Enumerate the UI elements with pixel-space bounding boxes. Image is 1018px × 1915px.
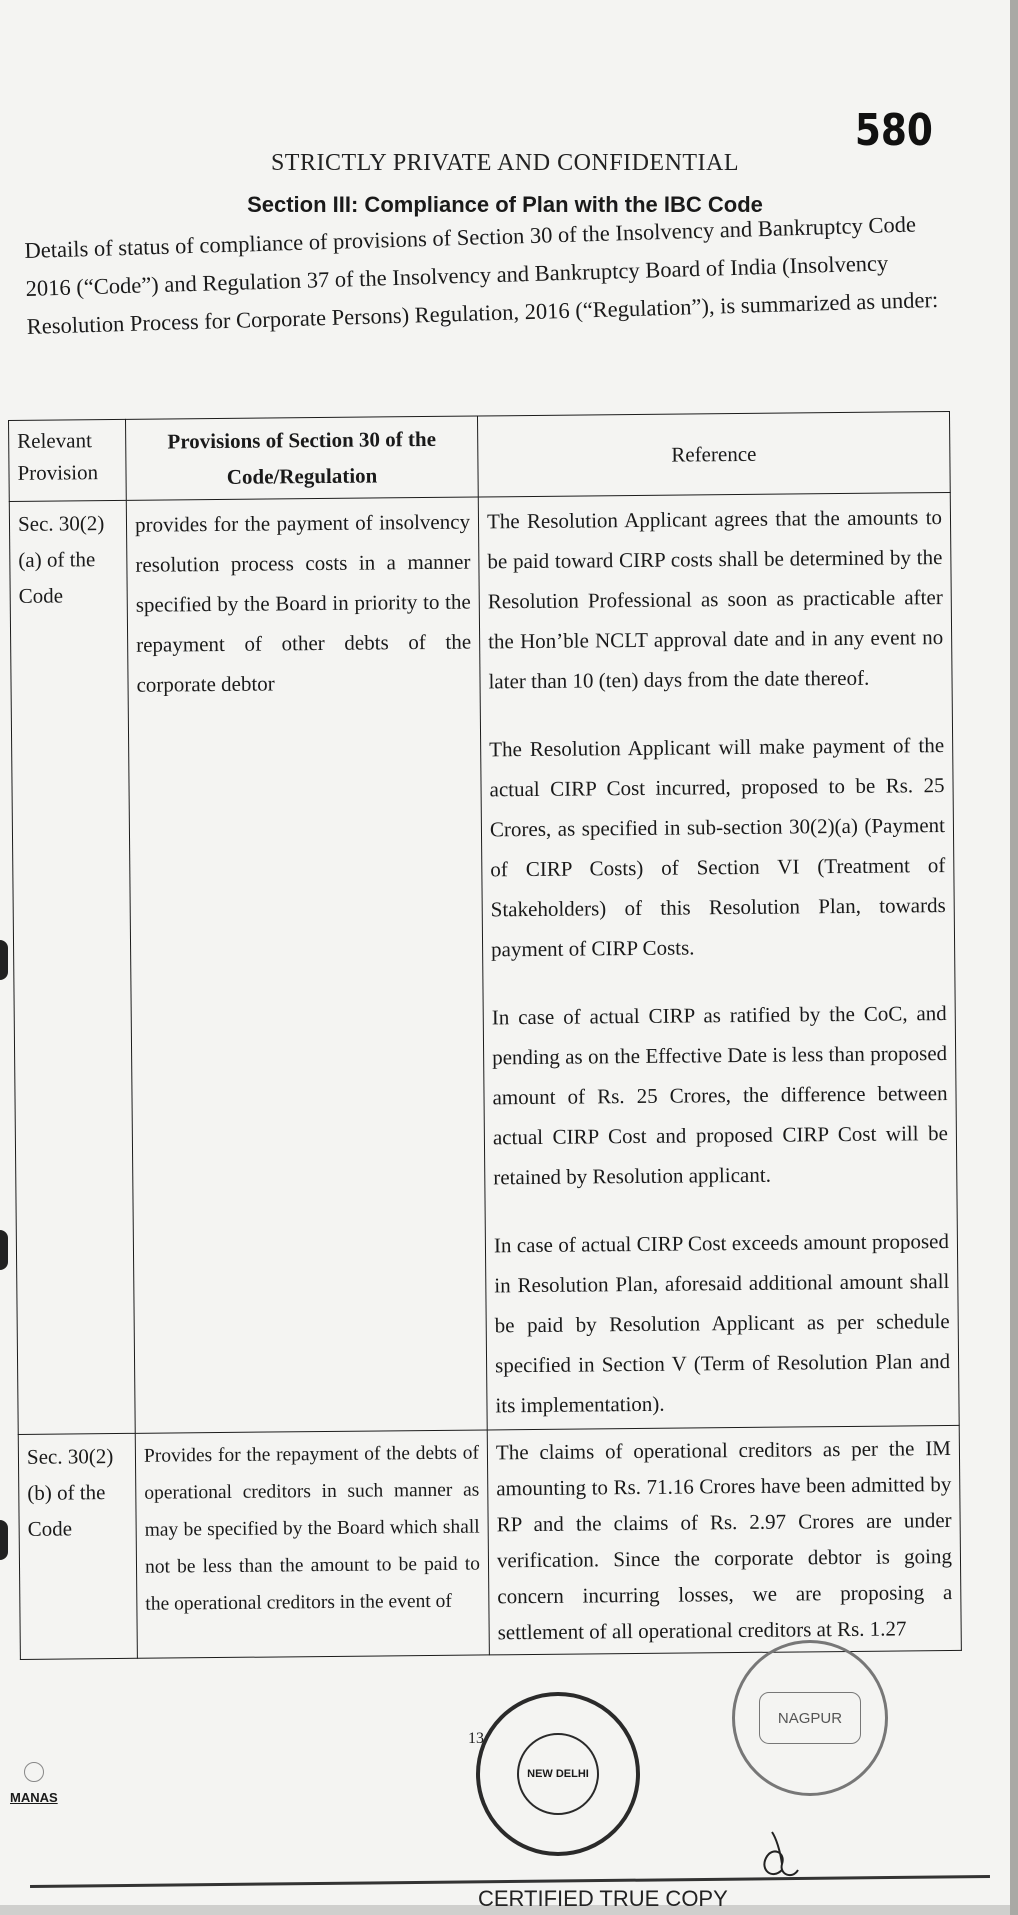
table-header-row	[9, 411, 951, 501]
reference-cell	[478, 492, 959, 1429]
reference-paragraph: In case of actual CIRP Cost exceeds amount proposed in Resolution Plan, aforesaid additional amount shall be paid by Resolution Applicant as per schedule specified in Section V (Term of Resolution Plan and its implementation).	[493, 1229, 951, 1418]
table-row	[9, 492, 959, 1434]
manas-logo-text: MANAS	[10, 1790, 58, 1805]
table-row	[18, 1425, 961, 1659]
reference-paragraph: The Resolution Applicant agrees that the amounts to be paid toward CIRP costs shall be determined by the Resolution Professional as soon as practicable after the Hon’ble NCLT approval date and in any event no later than 10 (ten) days from the date thereof.	[486, 505, 944, 694]
page-number: 580	[855, 105, 934, 156]
reference-paragraph: In case of actual CIRP as ratified by the CoC, and pending as on the Effective Date is less than proposed amount of Rs. 25 Crores, the difference between actual CIRP Cost and proposed CIRP Cost will be retained by Resolution applicant.	[491, 1001, 949, 1190]
col-header-relevant-provision: Relevant Provision	[9, 419, 127, 501]
section-title: Section III: Compliance of Plan with the IBC Code	[247, 192, 763, 217]
provision-cell: Sec. 30(2)(a) of the Code	[9, 500, 135, 1434]
compliance-table	[8, 411, 962, 1660]
reference-cell: The claims of operational creditors as per the IM amounting to Rs. 71.16 Crores have been admitted by RP and the claims of Rs. 2.97 Crores are under verification. Since the corporate debtor is going concern incurring losses, we are proposing a settlement of all operational creditors at Rs. 1.27	[487, 1425, 961, 1655]
provision-cell: Sec. 30(2)(b) of the Code	[18, 1433, 137, 1659]
col-header-provisions-line1: Provisions of Section 30 of the	[167, 426, 437, 454]
insolvency-professional-stamp	[476, 1692, 640, 1856]
section-cell: provides for the payment of insolvency resolution process costs in a manner specified by the Board in priority to the repayment of other debts of the corporate debtor	[126, 497, 487, 1433]
binder-hole-icon	[0, 1230, 8, 1270]
footer-page-number: 13	[468, 1730, 484, 1747]
col-header-reference: Reference	[477, 411, 950, 497]
section-cell: Provides for the repayment of the debts of operational creditors in such manner as may be specified by the Board which shall not be less than the amount to be paid to the operational creditors in the event of	[135, 1430, 489, 1658]
seal-city: NAGPUR	[759, 1692, 861, 1744]
page-edge	[1010, 0, 1018, 1915]
col-header-provisions-line2: Code/Regulation	[226, 463, 378, 489]
intro-paragraph: Details of status of compliance of provisions of Section 30 of the Insolvency and Bankruptcy Code 2016 (“Code”) and Regulation 37 of the Insolvency and Bankruptcy Board of India (Insolvency Resolution Process for Corporate Persons) Regulation, 2016 (“Regulation”), is summarized as under:	[24, 211, 939, 339]
binder-hole-icon	[0, 940, 8, 980]
stamp-city: NEW DELHI	[517, 1733, 599, 1815]
confidential-header: STRICTLY PRIVATE AND CONFIDENTIAL	[270, 150, 740, 176]
binder-hole-icon	[0, 1520, 8, 1560]
certified-true-copy-stamp: CERTIFIED TRUE COPY	[478, 1886, 728, 1911]
signature-icon	[752, 1830, 802, 1892]
company-seal-stamp	[732, 1640, 888, 1796]
manas-logo-icon	[24, 1762, 44, 1782]
col-header-provisions	[125, 416, 478, 500]
reference-paragraph: The Resolution Applicant will make payment of the actual CIRP Cost incurred, proposed to be Rs. 25 Crores, as specified in sub-section 30(2)(a) (Payment of CIRP Costs) of Section VI (Treatment of Stakeholders) of this Resolution Plan, towards payment of CIRP Costs.	[489, 733, 946, 962]
